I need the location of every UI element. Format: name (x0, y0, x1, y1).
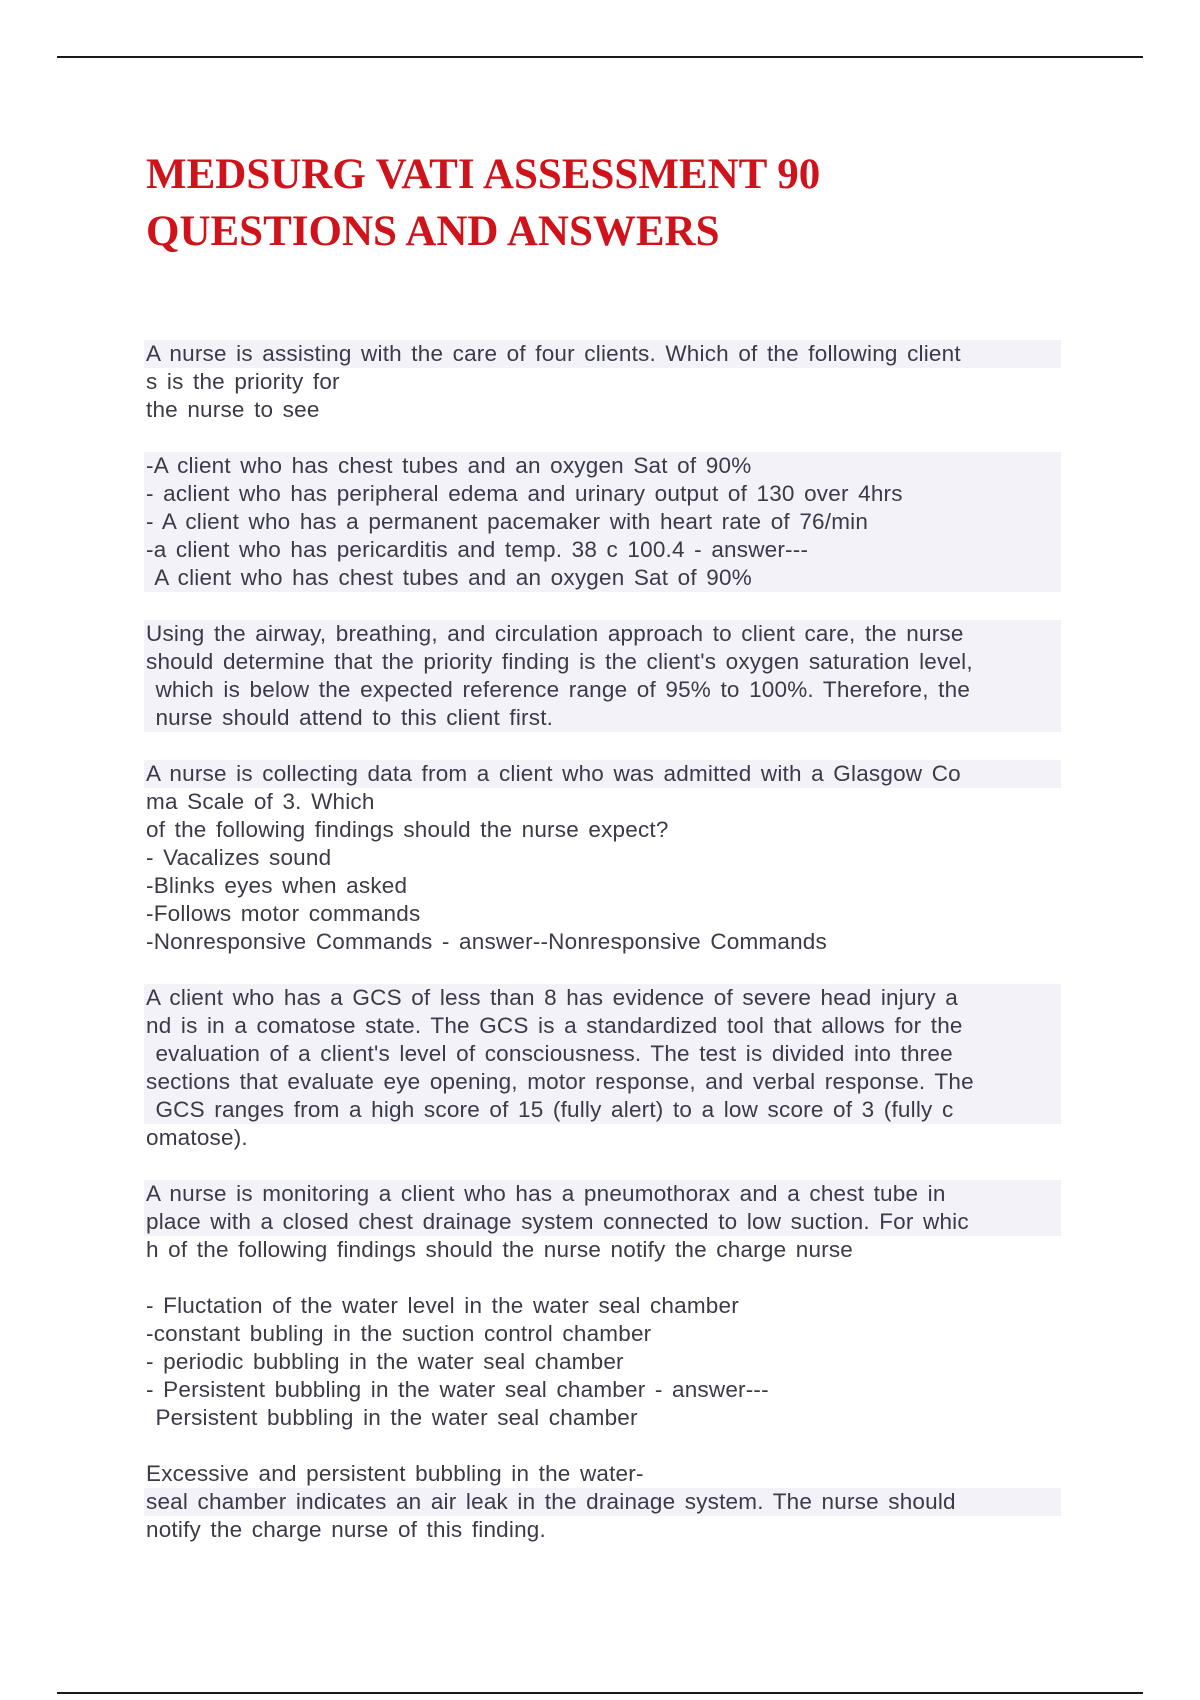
top-rule (57, 56, 1143, 58)
text-line: Persistent bubbling in the water seal chamber (146, 1405, 638, 1430)
text-line: sections that evaluate eye opening, motor response, and verbal response. The (144, 1068, 1061, 1096)
text-line: - periodic bubbling in the water seal chamber (146, 1349, 624, 1374)
text-line: ma Scale of 3. Which (146, 789, 375, 814)
text-line: -constant bubling in the suction control chamber (146, 1321, 652, 1346)
text-line: -A client who has chest tubes and an oxygen Sat of 90% (144, 452, 1061, 480)
text-line: -Nonresponsive Commands - answer--Nonresponsive Commands (146, 929, 827, 954)
text-line: which is below the expected reference range of 95% to 100%. Therefore, the (144, 676, 1061, 704)
text-line: - Fluctation of the water level in the water seal chamber (146, 1293, 739, 1318)
text-line: - A client who has a permanent pacemaker with heart rate of 76/min (144, 508, 1061, 536)
title-line: QUESTIONS AND ANSWERS (146, 208, 720, 255)
text-line: A client who has a GCS of less than 8 has evidence of severe head injury a (144, 984, 1061, 1012)
options-paragraph (146, 1292, 1061, 1432)
question-paragraph (146, 340, 1061, 424)
document-body (146, 340, 1061, 1572)
rationale-paragraph (146, 984, 1061, 1152)
text-line: of the following findings should the nurse expect? (146, 817, 669, 842)
question-paragraph (146, 1180, 1061, 1264)
text-line: place with a closed chest drainage system connected to low suction. For whic (144, 1208, 1061, 1236)
text-line: notify the charge nurse of this finding. (146, 1517, 546, 1542)
bottom-rule (57, 1692, 1143, 1694)
text-line: s is the priority for (146, 369, 340, 394)
rationale-paragraph (146, 620, 1061, 732)
question-paragraph (146, 760, 1061, 956)
text-line: A nurse is assisting with the care of four clients. Which of the following client (144, 340, 1061, 368)
text-line: - Vacalizes sound (146, 845, 332, 870)
options-paragraph (146, 452, 1061, 592)
text-line: GCS ranges from a high score of 15 (fully alert) to a low score of 3 (fully c (144, 1096, 1061, 1124)
text-line: -a client who has pericarditis and temp. 38 c 100.4 - answer--- (144, 536, 1061, 564)
document-title (146, 146, 1046, 260)
text-line: nurse should attend to this client first. (144, 704, 1061, 732)
text-line: omatose). (146, 1125, 248, 1150)
text-line: seal chamber indicates an air leak in the drainage system. The nurse should (144, 1488, 1061, 1516)
text-line: evaluation of a client's level of consciousness. The test is divided into three (144, 1040, 1061, 1068)
text-line: A nurse is monitoring a client who has a pneumothorax and a chest tube in (144, 1180, 1061, 1208)
text-line: - aclient who has peripheral edema and urinary output of 130 over 4hrs (144, 480, 1061, 508)
text-line: - Persistent bubbling in the water seal chamber - answer--- (146, 1377, 769, 1402)
text-line: -Blinks eyes when asked (146, 873, 408, 898)
text-line: nd is in a comatose state. The GCS is a standardized tool that allows for the (144, 1012, 1061, 1040)
text-line: should determine that the priority finding is the client's oxygen saturation level, (144, 648, 1061, 676)
text-line: A client who has chest tubes and an oxygen Sat of 90% (144, 564, 1061, 592)
title-line: MEDSURG VATI ASSESSMENT 90 (146, 151, 821, 198)
text-line: Using the airway, breathing, and circulation approach to client care, the nurse (144, 620, 1061, 648)
text-line: h of the following findings should the nurse notify the charge nurse (146, 1237, 854, 1262)
text-line: the nurse to see (146, 397, 320, 422)
rationale-paragraph (146, 1460, 1061, 1544)
text-line: A nurse is collecting data from a client who was admitted with a Glasgow Co (144, 760, 1061, 788)
text-line: Excessive and persistent bubbling in the water- (146, 1461, 644, 1486)
text-line: -Follows motor commands (146, 901, 421, 926)
